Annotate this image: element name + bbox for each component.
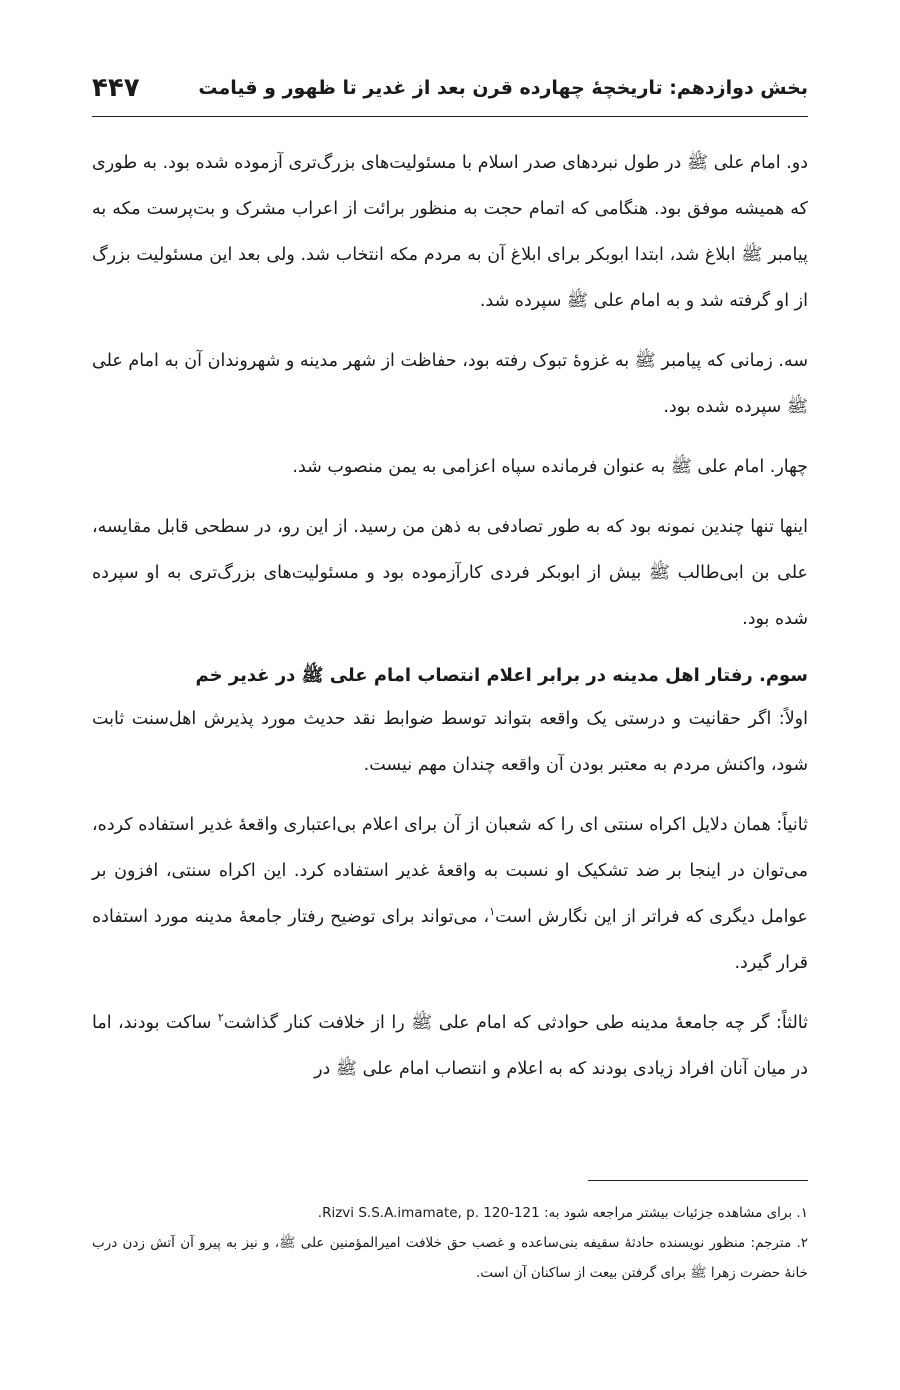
book-page xyxy=(92,0,808,1390)
footnotes xyxy=(92,1198,808,1288)
header-divider xyxy=(92,116,808,117)
footnote-ref-1[interactable]: ۱ xyxy=(489,905,496,919)
footnote-ref-2[interactable]: ۲ xyxy=(217,1011,224,1025)
paragraph-second-point xyxy=(92,802,808,986)
running-header xyxy=(92,66,808,110)
footnote-divider xyxy=(588,1180,808,1181)
paragraph-two: دو. امام علی ﷺ در طول نبردهای صدر اسلام با مسئولیت‌های بزرگ‌تری آزموده شده بود. به طوری که همیشه موفق بود. هنگامی که اتمام حجت به منظور برائت از اعراب مشرک و بت‌پرست مکه به پیامبر ﷺ ابلاغ شد، ابتدا ابوبکر برای ابلاغ آن به مردم مکه انتخاب شد. ولی بعد این مسئولیت بزرگ از او گرفته شد و به امام علی ﷺ سپرده شد. xyxy=(92,153,808,311)
third-point-text-end: ساکت بودند، اما در میان آنان افراد زیادی بودند که به اعلام و انتصاب امام علی ﷺ در xyxy=(92,1013,808,1079)
second-point-text: ثانیاً: همان دلایل اکراه سنتی ای را که شعبان از آن برای اعلام بی‌اعتباری واقعهٔ غدیر استفاده کرده، می‌توان در اینجا بر ضد تشکیک او نسبت به واقعهٔ غدیر استفاده کرد. این اکراه سنتی، افزون بر عوامل دیگری که فراتر از این نگارش است xyxy=(92,815,808,927)
third-point-text: ثالثاً: گر چه جامعهٔ مدینه طی حوادثی که امام علی ﷺ را از خلافت کنار گذاشت xyxy=(223,1013,808,1033)
paragraph-three: سه. زمانی که پیامبر ﷺ به غزوهٔ تبوک رفته بود، حفاظت از شهر مدینه و شهروندان آن به امام علی ﷺ سپرده شده بود. xyxy=(92,351,808,417)
chapter-title: بخش دوازدهم: تاریخچهٔ چهارده قرن بعد از غدیر تا ظهور و قیامت xyxy=(198,77,808,99)
paragraph-third-point xyxy=(92,1000,808,1092)
footnote-2: ۲. مترجم: منظور نویسنده حادثهٔ سقیفه بنی‌ساعده و غصب حق خلافت امیرالمؤمنین علی ﷺ، و نیز به پیرو آن آتش زدن درب خانهٔ حضرت زهرا ﷺ برای گرفتن بیعت از ساکنان آن است. xyxy=(92,1235,808,1281)
paragraph-first-point: اولاً: اگر حقانیت و درستی یک واقعه بتواند توسط ضوابط نقد حدیث مورد پذیرش اهل‌سنت ثابت شود، واکنش مردم به معتبر بودن آن واقعه چندان مهم نیست. xyxy=(92,709,808,775)
footnote-1: ۱. برای مشاهده جزئیات بیشتر مراجعه شود به: Rizvi S.S.A.imamate, p. 120-121. xyxy=(317,1205,808,1221)
second-point-text-end: ، می‌تواند برای توضیح رفتار جامعهٔ مدینه مورد استفاده قرار گیرد. xyxy=(92,907,808,973)
paragraph-summary: اینها تنها چندین نمونه بود که به طور تصادفی به ذهن من رسید. از این رو، در سطحی قابل مقایسه، علی بن ابی‌طالب ﷺ بیش از ابوبکر فردی کارآزموده بود و مسئولیت‌های بزرگ‌تری به او سپرده شده بود. xyxy=(92,517,808,629)
page-number: ۴۴۷ xyxy=(92,73,140,103)
body-text xyxy=(92,140,808,1106)
section-heading: سوم. رفتار اهل مدینه در برابر اعلام انتصاب امام علی ﷺ در غدیر خم xyxy=(195,665,808,686)
paragraph-four: چهار. امام علی ﷺ به عنوان فرمانده سپاه اعزامی به یمن منصوب شد. xyxy=(292,457,808,477)
